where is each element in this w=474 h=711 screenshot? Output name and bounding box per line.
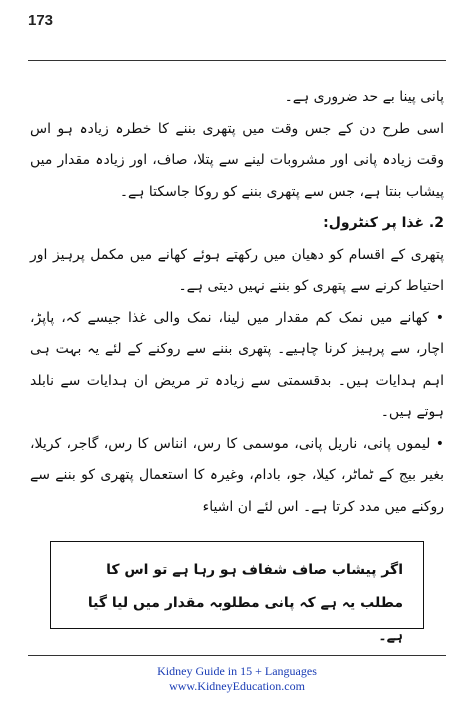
bullet-recommended-foods: • لیموں پانی، ناریل پانی، موسمی کا رس، انناس کا رس، گاجر، کریلا، بغیر بیج کے ٹماٹر، کیلا، جو، بادام، وغیرہ کا استعمال پتھری کو بننے سے روکنے میں مدد کرتا ہے۔ اس لئے ان اشیاء <box>30 435 444 515</box>
footer <box>0 664 474 694</box>
footer-divider <box>28 655 446 656</box>
body-text <box>30 82 444 523</box>
paragraph-fluid-intake: اسی طرح دن کے جس وقت میں پتھری بننے کا خطرہ زیادہ ہو اس وقت زیادہ پانی اور مشروبات لینے سے پتلا، صاف، اور زیادہ مقدار میں پیشاب بنتا ہے، جس سے پتھری بننے کو روکا جاسکتا ہے۔ <box>30 120 444 200</box>
footer-title: Kidney Guide in 15 + Languages <box>157 664 317 678</box>
callout-box <box>50 541 424 644</box>
bullet-salt-intake: • کھانے میں نمک کم مقدار میں لینا، نمک والی غذا جیسے کہ، پاپڑ، اچار، سے پرہیز کرنا چاہیے۔ پتھری بننے سے روکنے کے لئے یہ بہت ہی اہم ہدایات ہیں۔ بدقسمتی سے زیادہ تر مریض ان ہدایات سے نابلد ہوتے ہیں۔ <box>30 309 444 420</box>
callout-text: اگر پیشاب صاف شفاف ہو رہا ہے تو اس کا مطلب یہ ہے کہ پانی مطلوبہ مقدار میں لیا گیا ہے۔ <box>87 562 403 644</box>
header-divider <box>28 60 446 61</box>
footer-website-link[interactable]: www.KidneyEducation.com <box>169 679 305 693</box>
paragraph-water-intro: پانی پینا بے حد ضروری ہے۔ <box>284 89 444 105</box>
paragraph-diet-precaution: پتھری کے اقسام کو دھیان میں رکھتے ہوئے کھانے میں مکمل پرہیز اور احتیاط کرنے سے پتھری کو بننے نہیں دیتی ہے۔ <box>30 246 444 294</box>
page-number: 173 <box>28 12 54 29</box>
section-heading-diet-control: 2. غذا پر کنٹرول: <box>323 215 444 231</box>
